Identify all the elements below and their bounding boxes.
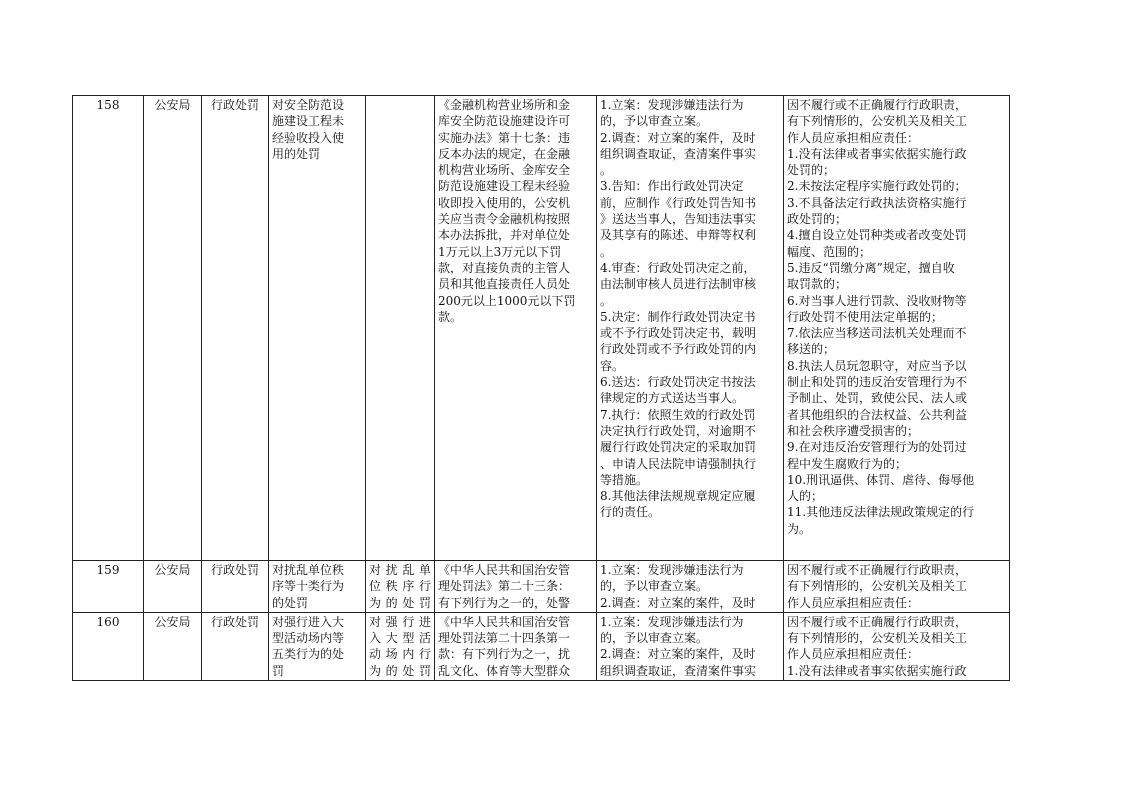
process-duties-line: 3.告知：作出行政处罚决定 xyxy=(600,179,744,194)
accountability-line: 因不履行或不正确履行行政职责， xyxy=(787,98,968,112)
power-name-line: 五类行为的处 xyxy=(272,647,345,662)
process-duties-line: 前，应制作《行政处罚告知书 xyxy=(600,195,757,210)
accountability xyxy=(784,96,1010,561)
legal-basis xyxy=(435,561,597,613)
legal-basis-line: 200元以上1000元以下罚 xyxy=(438,293,576,308)
department: 公安局 xyxy=(144,561,202,613)
accountability-line: 4.擅自设立处罚种类或者改变处罚 xyxy=(787,228,967,243)
accountability-line: 为。 xyxy=(787,521,812,536)
power-type: 行政处罚 xyxy=(202,612,269,680)
table-row xyxy=(73,612,1010,680)
table-row xyxy=(73,96,1010,561)
power-name-line: 对强行进入大 xyxy=(272,614,345,629)
accountability-line: 2.未按法定程序实施行政处罚的； xyxy=(787,179,967,194)
legal-basis-line: 有下列行为之一的，处警 xyxy=(438,595,571,610)
process-duties-line: 2.调查：对立案的案件，及时 xyxy=(600,130,756,145)
process-duties-line: 的，予以审查立案。 xyxy=(600,114,709,129)
process-duties-line: 行政处罚或不予行政处罚的内 xyxy=(600,342,757,357)
power-name xyxy=(269,561,366,613)
process-duties-line: 2.调查：对立案的案件，及时 xyxy=(600,595,756,610)
accountability-line: 因不履行或不正确履行行政职责， xyxy=(787,563,968,577)
accountability-line: 10.刑讯逼供、体罚、虐待、侮辱他 xyxy=(787,472,975,487)
accountability-line: 5.违反“罚缴分离”规定，擅自收 xyxy=(787,260,955,275)
sub-item-name-line: 对强行进 xyxy=(369,614,431,629)
item-number: 159 xyxy=(73,561,144,613)
power-name-line: 型活动场内等 xyxy=(272,631,345,646)
item-number: 158 xyxy=(73,96,144,561)
power-name-line: 对安全防范设 xyxy=(272,98,345,112)
legal-basis-line: 乱文化、体育等大型群众 xyxy=(438,663,571,678)
penalty-table xyxy=(72,95,1010,681)
accountability-line: 幅度、范围的； xyxy=(787,244,872,259)
legal-basis-line: 员和其他直接责任人员处 xyxy=(438,277,571,292)
process-duties-line: 决定执行行政处罚，对逾期不 xyxy=(600,423,757,438)
legal-basis-line: 理处罚法》第二十三条： xyxy=(438,579,571,594)
process-duties-line: 组织调查取证，查清案件事实 xyxy=(600,146,757,161)
process-duties-line: 或不予行政处罚决定书，载明 xyxy=(600,326,757,341)
legal-basis-line: 理处罚法第二十四条第一 xyxy=(438,631,571,646)
legal-basis-line: 1万元以上3万元以下罚 xyxy=(438,244,562,259)
accountability-line: 作人员应承担相应责任： xyxy=(787,595,920,610)
process-duties-line: 履行行政处罚决定的采取加罚 xyxy=(600,440,757,455)
sub-item-name-line: 为的处罚 xyxy=(369,663,431,678)
legal-basis-line: 防范设施建设工程未经验 xyxy=(438,179,571,194)
accountability-line: 行政处罚不使用法定单据的； xyxy=(787,309,944,324)
process-duties-line: 1.立案：发现涉嫌违法行为 xyxy=(600,98,744,112)
accountability-line: 作人员应承担相应责任： xyxy=(787,647,920,662)
process-duties-line: 。 xyxy=(600,293,613,308)
power-type: 行政处罚 xyxy=(202,561,269,613)
legal-basis-line: 反本办法的规定，在金融 xyxy=(438,146,571,161)
accountability-line: 1.没有法律或者事实依据实施行政 xyxy=(787,146,967,161)
legal-basis-line: 《金融机构营业场所和金 xyxy=(438,98,571,112)
process-duties xyxy=(597,561,784,613)
process-duties-line: 1.立案：发现涉嫌违法行为 xyxy=(600,563,744,577)
legal-basis-line: 实施办法》第十七条：违 xyxy=(438,130,571,145)
process-duties xyxy=(597,96,784,561)
legal-basis xyxy=(435,96,597,561)
table-row xyxy=(73,561,1010,613)
process-duties-line: 由法制审核人员进行法制审核 xyxy=(600,277,757,292)
sub-item-name-line: 入大型活 xyxy=(369,631,431,646)
power-name-line: 施建设工程未 xyxy=(272,114,345,129)
process-duties-line: 容。 xyxy=(600,358,625,373)
accountability-line: 有下列情形的，公安机关及相关工 xyxy=(787,114,968,129)
power-name xyxy=(269,612,366,680)
process-duties-line: 律规定的方式送达当事人。 xyxy=(600,391,745,406)
accountability-line: 1.没有法律或者事实依据实施行政 xyxy=(787,663,967,678)
power-type: 行政处罚 xyxy=(202,96,269,561)
power-name-line: 的处罚 xyxy=(272,595,309,610)
power-name-line: 罚 xyxy=(272,663,285,678)
process-duties-line: 的，予以审查立案。 xyxy=(600,631,709,646)
accountability-line: 有下列情形的，公安机关及相关工 xyxy=(787,579,968,594)
power-name-line: 序等十类行为 xyxy=(272,579,345,594)
power-name-line: 用的处罚 xyxy=(272,146,321,161)
process-duties-line: 6.送达：行政处罚决定书按法 xyxy=(600,375,756,390)
accountability xyxy=(784,561,1010,613)
sub-item-name xyxy=(366,612,435,680)
process-duties-line: 1.立案：发现涉嫌违法行为 xyxy=(600,614,744,629)
accountability-line: 程中发生腐败行为的； xyxy=(787,456,908,471)
power-name xyxy=(269,96,366,561)
legal-basis-line: 库安全防范设施建设许可 xyxy=(438,114,571,129)
legal-basis-line: 款：有下列行为之一，扰 xyxy=(438,647,571,662)
accountability-line: 和社会秩序遭受损害的； xyxy=(787,423,920,438)
legal-basis xyxy=(435,612,597,680)
legal-basis-line: 收即投入使用的，公安机 xyxy=(438,195,571,210)
power-name-line: 对扰乱单位秩 xyxy=(272,563,345,577)
process-duties-line: 。 xyxy=(600,163,613,178)
process-duties-line: 8.其他法律法规规章规定应履 xyxy=(600,489,756,504)
process-duties-line: 4.审查：行政处罚决定之前， xyxy=(600,260,756,275)
accountability-line: 11.其他违反法律法规政策规定的行 xyxy=(787,505,975,520)
accountability-line: 9.在对违反治安管理行为的处罚过 xyxy=(787,440,967,455)
legal-basis-line: 关应当责令金融机构按照 xyxy=(438,212,571,227)
accountability-line: 人的； xyxy=(787,489,824,504)
process-duties-line: 及其享有的陈述、申辩等权利 xyxy=(600,228,757,243)
legal-basis-line: 《中华人民共和国治安管 xyxy=(438,563,571,577)
accountability-line: 8.执法人员玩忽职守，对应当予以 xyxy=(787,358,967,373)
department: 公安局 xyxy=(144,96,202,561)
accountability-line: 处罚的； xyxy=(787,163,836,178)
process-duties-line: 行的责任。 xyxy=(600,505,661,520)
sub-item-name xyxy=(366,96,435,561)
accountability-line: 予制止、处罚，致使公民、法人或 xyxy=(787,391,968,406)
legal-basis-line: 机构营业场所、金库安全 xyxy=(438,163,571,178)
legal-basis-line: 本办法拆批，并对单位处 xyxy=(438,228,571,243)
process-duties-line: 等措施。 xyxy=(600,472,649,487)
process-duties-line: 组织调查取证，查清案件事实 xyxy=(600,663,757,678)
process-duties-line: 5.决定：制作行政处罚决定书 xyxy=(600,309,756,324)
item-number: 160 xyxy=(73,612,144,680)
accountability-line: 作人员应承担相应责任： xyxy=(787,130,920,145)
process-duties-line: 2.调查：对立案的案件，及时 xyxy=(600,647,756,662)
department: 公安局 xyxy=(144,612,202,680)
legal-basis-line: 《中华人民共和国治安管 xyxy=(438,614,571,629)
sub-item-name-line: 位秩序行 xyxy=(369,579,431,594)
accountability-line: 制止和处罚的违反治安管理行为不 xyxy=(787,375,968,390)
process-duties-line: 的，予以审查立案。 xyxy=(600,579,709,594)
power-name-line: 经验收投入使 xyxy=(272,130,345,145)
process-duties-line: 、申请人民法院申请强制执行 xyxy=(600,456,757,471)
sub-item-name xyxy=(366,561,435,613)
process-duties-line: 。 xyxy=(600,244,613,259)
sub-item-name-line: 动场内行 xyxy=(369,647,431,662)
sub-item-name-line: 为的处罚 xyxy=(369,595,431,610)
accountability-line: 3.不具备法定行政执法资格实施行 xyxy=(787,195,967,210)
process-duties-line: 7.执行：依照生效的行政处罚 xyxy=(600,407,756,422)
accountability-line: 政处罚的； xyxy=(787,212,848,227)
accountability-line: 6.对当事人进行罚款、没收财物等 xyxy=(787,293,967,308)
accountability xyxy=(784,612,1010,680)
process-duties-line: 》送达当事人，告知违法事实 xyxy=(600,212,757,227)
accountability-line: 移送的； xyxy=(787,342,836,357)
accountability-line: 7.依法应当移送司法机关处理而不 xyxy=(787,326,967,341)
sub-item-name-line: 对扰乱单 xyxy=(369,563,431,577)
process-duties xyxy=(597,612,784,680)
accountability-line: 取罚款的； xyxy=(787,277,848,292)
accountability-line: 因不履行或不正确履行行政职责， xyxy=(787,614,968,629)
accountability-line: 有下列情形的，公安机关及相关工 xyxy=(787,631,968,646)
legal-basis-line: 款。 xyxy=(438,309,463,324)
legal-basis-line: 款，对直接负责的主管人 xyxy=(438,260,571,275)
accountability-line: 者其他组织的合法权益、公共利益 xyxy=(787,407,968,422)
